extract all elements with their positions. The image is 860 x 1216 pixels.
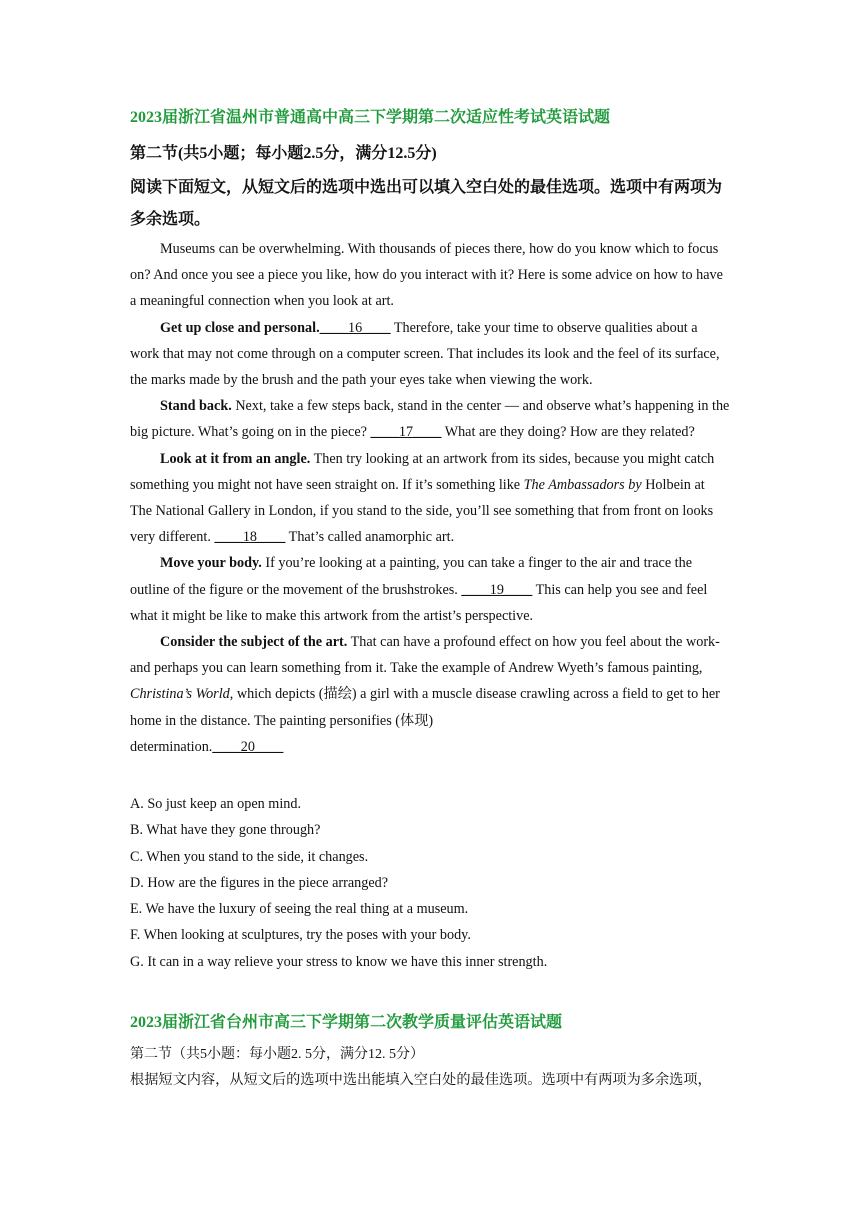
paragraph-lead: Consider the subject of the art.: [160, 634, 348, 651]
paragraph-lead: Stand back.: [160, 398, 232, 415]
blank-17: ____17____: [370, 424, 442, 441]
option-e: E. We have the luxury of seeing the real thing at a museum.: [130, 901, 469, 918]
exam-title-taizhou: 2023届浙江省台州市高三下学期第二次教学质量评估英语试题: [130, 1014, 563, 1031]
paragraph-lead: Move your body.: [160, 555, 262, 572]
paragraph-text: determination.: [130, 738, 213, 755]
paragraph-text: This can help you see and feel what it might be like to make this artwork from the artist’s perspective.: [130, 581, 708, 624]
directions-2: 根据短文内容，从短文后的选项中选出能填入空白处的最佳选项。选项中有两项为多余选项，: [130, 1072, 712, 1088]
reading-passage: [130, 236, 730, 760]
paragraph-text: Then try looking at an artwork from its sides, because you might catch something you might not have seen straight on. If it’s something like: [130, 450, 715, 493]
paragraph-text: Holbein at The National Gallery in London, if you stand to the side, you’ll see something that from front on looks very different.: [130, 476, 714, 546]
directions: 阅读下面短文，从短文后的选项中选出可以填入空白处的最佳选项。选项中有两项为多余选项。: [130, 179, 723, 228]
paragraph-text: Therefore, take your time to observe qualities about a work that may not come through on a computer screen. That includes its look and the feel of its surface, the marks made by the brush and the path your eyes take when viewing the work.: [130, 319, 720, 389]
blank-19: ____19____: [461, 581, 533, 598]
option-a: A. So just keep an open mind.: [130, 796, 302, 812]
artwork-title: The Ambassadors by: [523, 476, 642, 493]
paragraph-lead: Look at it from an angle.: [160, 450, 311, 467]
option-f: F. When looking at sculptures, try the poses with your body.: [130, 927, 471, 944]
option-c: C. When you stand to the side, it changes.: [130, 848, 369, 865]
option-d: D. How are the figures in the piece arranged?: [130, 874, 389, 891]
paragraph-text: , which depicts (描绘) a girl with a muscle disease crawling across a field to get to her home in the distance. The painting personifies (体现): [130, 686, 720, 729]
blank-20: ____20____: [212, 738, 284, 755]
paragraph-text: That’s called anamorphic art.: [285, 529, 455, 546]
paragraph-19: [130, 550, 730, 629]
paragraph-18: [130, 446, 730, 551]
paragraph-text: Next, take a few steps back, stand in the center — and observe what’s happening in the big picture. What’s going on in the piece?: [130, 398, 730, 441]
option-g: G. It can in a way relieve your stress to know we have this inner strength.: [130, 953, 548, 970]
blank-18: ____18____: [214, 529, 286, 546]
exam-title-wenzhou: 2023届浙江省温州市普通高中高三下学期第二次适应性考试英语试题: [130, 109, 611, 126]
paragraph-lead: Get up close and personal.: [160, 319, 320, 336]
paragraph-20-end: [130, 734, 730, 760]
paragraph-17: [130, 393, 730, 445]
paragraph-text: If you’re looking at a painting, you can take a finger to the air and trace the outline of the figure or the movement of the brushstrokes.: [130, 555, 693, 598]
answer-options: [130, 791, 730, 975]
artwork-title: Christina’s World: [130, 686, 230, 703]
section-header: 第二节(共5小题；每小题2.5分，满分12.5分): [130, 145, 437, 162]
paragraph-16: [130, 315, 730, 394]
blank-16: ____16____: [319, 319, 391, 336]
paragraph-text: That can have a profound effect on how you feel about the work-and perhaps you can learn something from it. Take the example of Andrew Wyeth’s famous painting,: [130, 634, 720, 677]
section-header-2: 第二节（共5小题：每小题2. 5分，满分12. 5分）: [130, 1047, 424, 1062]
paragraph-20: [130, 629, 730, 734]
option-b: B. What have they gone through?: [130, 822, 321, 839]
paragraph-text: What are they doing? How are they related?: [441, 424, 695, 441]
intro-paragraph: Museums can be overwhelming. With thousands of pieces there, how do you know which to focus on? And once you see a piece you like, how do you interact with it? Here is some advice on how to have a meaningful connection when you look at art.: [130, 241, 723, 310]
